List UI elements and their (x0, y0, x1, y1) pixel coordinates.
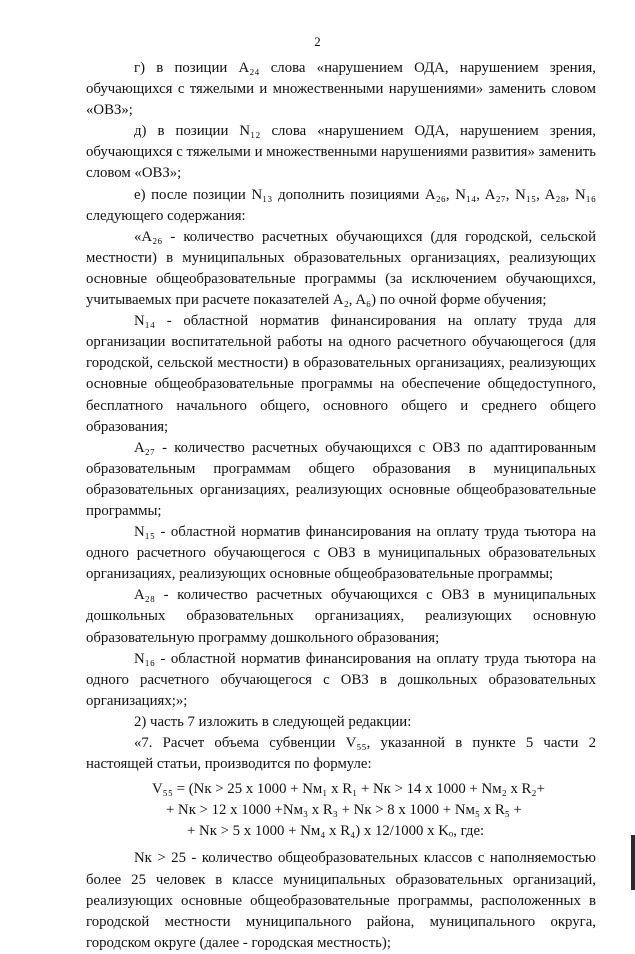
paragraph-a27: A₂₇ - количество расчетных обучающихся с ОВЗ по адаптированным образовательным программам общего образования в муниципальных образовательных организациях, реализующих основные общеобразовательные программы; (86, 439, 596, 519)
formula-block (86, 779, 596, 842)
paragraph-n15: N₁₅ - областной норматив финансирования на оплату труда тьютора на одного расчетного обучающегося с ОВЗ в муниципальных образовательных организациях, реализующих основные общеобразовательные программы; (86, 524, 596, 583)
formula-line-3: + Nк > 5 x 1000 + Nм₄ x R₄) x 12/1000 x Kₒ, где: (187, 823, 485, 840)
paragraph-a28: A₂₈ - количество расчетных обучающихся с ОВЗ в муниципальных дошкольных образовательных организациях, реализующих основную образовательную программу дошкольного образования; (86, 587, 596, 646)
paragraph-item-d: д) в позиции N₁₂ слова «нарушением ОДА, нарушением зрения, обучающихся с тяжелыми и множественными нарушениями развития» заменить словом «ОВЗ»; (86, 123, 596, 182)
paragraph-n16: N₁₆ - областной норматив финансирования на оплату труда тьютора на одного расчетного обучающегося с ОВЗ в дошкольных образовательных организациях;»; (86, 650, 596, 709)
paragraph-part-7: 2) часть 7 изложить в следующей редакции: (134, 713, 412, 730)
formula-line-2: + Nк > 12 x 1000 +Nм₃ x R₃ + Nк > 8 x 1000 + Nм₅ x R₅ + (166, 802, 522, 819)
page-number: 2 (314, 34, 321, 49)
paragraph-a26: «A₂₆ - количество расчетных обучающихся (для городской, сельской местности) в муниципальных образовательных организациях, реализующих основные общеобразовательные программы (за исключением обучающихся, учитываемых при расчете показателей A₂, A₆) по очной форме обучения; (86, 228, 596, 309)
paragraph-nk-25-definition: Nк > 25 - количество общеобразовательных классов с наполняемостью более 25 человек в классе муниципальных образовательных организаций, реализующих основные общеобразовательные программы, расположенных в городской местности муниципального района, муниципального округа, городском округе (далее - городская местность); (86, 850, 596, 951)
paragraph-calculation: «7. Расчет объема субвенции V₅₅, указанной в пункте 5 части 2 настоящей статьи, производится по формуле: (86, 735, 596, 773)
scan-edge-mark (631, 835, 635, 890)
paragraph-item-g: г) в позиции A₂₄ слова «нарушением ОДА, нарушением зрения, обучающихся с тяжелыми и множественными нарушениями» заменить словом «ОВЗ»; (86, 60, 596, 119)
paragraph-n14: N₁₄ - областной норматив финансирования на оплату труда для организации воспитательной работы на одного расчетного обучающегося (для городской, сельской местности) в образовательных организациях, реализующих основные общеобразовательные программы на обеспечение общедоступного, бесплатного начального общего, основного общего и среднего общего образования; (86, 313, 596, 435)
document-body (86, 58, 596, 954)
formula-line-1: V₅₅ = (Nк > 25 x 1000 + Nм₁ x R₁ + Nк > 14 x 1000 + Nм₂ x R₂+ (152, 781, 545, 798)
paragraph-item-e: е) после позиции N₁₃ дополнить позициями A₂₆, N₁₄, A₂₇, N₁₅, A₂₈, N₁₆ следующего содержания: (86, 186, 596, 224)
